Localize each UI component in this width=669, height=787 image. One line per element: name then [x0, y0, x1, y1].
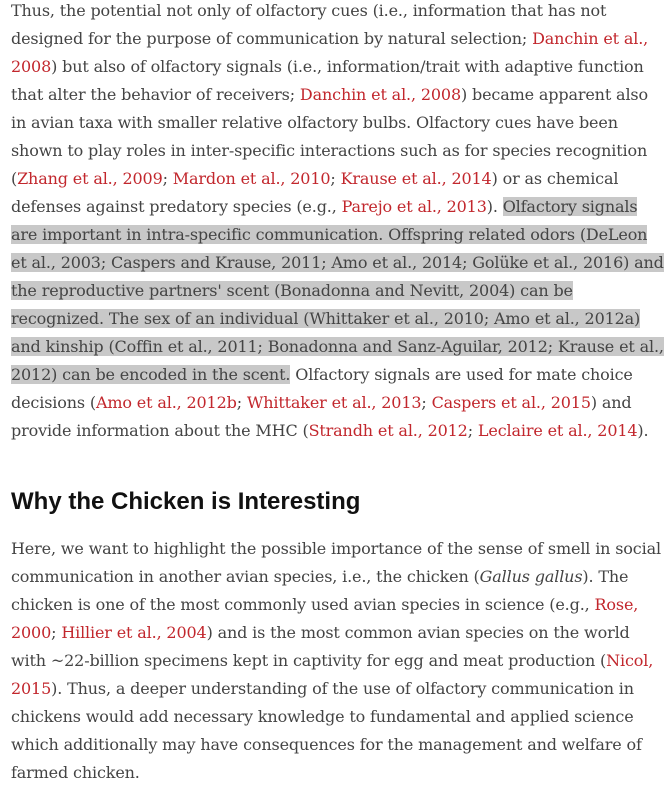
citation-link-rose-2000[interactable]: Rose, 2000: [11, 595, 639, 642]
text-span: ;: [236, 393, 247, 412]
citation-link-zhang-2009[interactable]: Zhang et al., 2009: [17, 169, 163, 188]
text-span: ;: [162, 169, 173, 188]
citation-link-nicol-2015[interactable]: Nicol, 2015: [11, 651, 654, 698]
section-heading: Why the Chicken is Interesting: [11, 488, 361, 515]
highlighted-selection[interactable]: Olfactory signals are important in intra-specific communication. Offspring related odors (DeLeon et al., 2003; Caspers and Krause, 2011; Amo et al., 2014; Golüke et al., 2016) and the reproductive partners' scent (Bonadonna and Nevitt, 2004) can be recognized. The sex of an individual (Whittaker et al., 2010; Amo et al., 2012a) and kinship (Coffin et al., 2011; Bonadonna and Sanz-Aguilar, 2012; Krause et al., 2012) can be encoded in the scent.: [11, 197, 664, 384]
text-span: ) or as chemical defenses against predatory species (e.g.,: [11, 169, 619, 216]
citation-link-krause-2014[interactable]: Krause et al., 2014: [340, 169, 492, 188]
text-span: ;: [467, 421, 478, 440]
text-span: ).: [637, 421, 649, 440]
citation-link-danchin-2008[interactable]: Danchin et al., 2008: [11, 29, 649, 76]
paragraph-chicken: [11, 535, 665, 787]
citation-link-parejo-2013[interactable]: Parejo et al., 2013: [341, 197, 487, 216]
citation-link-strandh-2012[interactable]: Strandh et al., 2012: [308, 421, 468, 440]
text-span: ) became apparent also in avian taxa with smaller relative olfactory bulbs. Olfactory cues have been shown to play roles in inter-specific interactions such as for species recognition (: [11, 85, 648, 188]
text-span: Here, we want to highlight the possible importance of the sense of smell in social communication in another avian species, i.e., the chicken (: [11, 539, 661, 586]
citation-link-mardon-2010[interactable]: Mardon et al., 2010: [172, 169, 331, 188]
citation-link-danchin-2008-b[interactable]: Danchin et al., 2008: [299, 85, 461, 104]
text-span: ). Thus, a deeper understanding of the use of olfactory communication in chickens would add necessary knowledge to fundamental and applied science which additionally may have consequences for the management and welfare of farmed chicken.: [11, 679, 642, 782]
text-span: ;: [330, 169, 341, 188]
text-span: ) and is the most common avian species on the world with ~22-billion specimens kept in captivity for egg and meat production (: [11, 623, 630, 670]
citation-link-whittaker-2013[interactable]: Whittaker et al., 2013: [246, 393, 422, 412]
citation-link-caspers-2015[interactable]: Caspers et al., 2015: [431, 393, 591, 412]
text-span: ).: [486, 197, 503, 216]
text-span: ) but also of olfactory signals (i.e., information/trait with adaptive function that alter the behavior of receivers;: [11, 57, 644, 104]
text-span: ;: [421, 393, 432, 412]
text-span: Olfactory signals are used for mate choice decisions (: [11, 365, 633, 412]
text-span: ;: [51, 623, 62, 642]
citation-link-hillier-2004[interactable]: Hillier et al., 2004: [61, 623, 207, 642]
citation-link-leclaire-2014[interactable]: Leclaire et al., 2014: [477, 421, 638, 440]
paragraph-olfactory-signals: [11, 0, 665, 445]
citation-link-amo-2012b[interactable]: Amo et al., 2012b: [95, 393, 237, 412]
species-name: Gallus gallus: [479, 567, 583, 586]
text-span: ). The chicken is one of the most commonly used avian species in science (e.g.,: [11, 567, 629, 614]
text-span: ) and provide information about the MHC (: [11, 393, 632, 440]
text-span: Thus, the potential not only of olfactory cues (i.e., information that has not designed for the purpose of communication by natural selection;: [11, 1, 607, 48]
